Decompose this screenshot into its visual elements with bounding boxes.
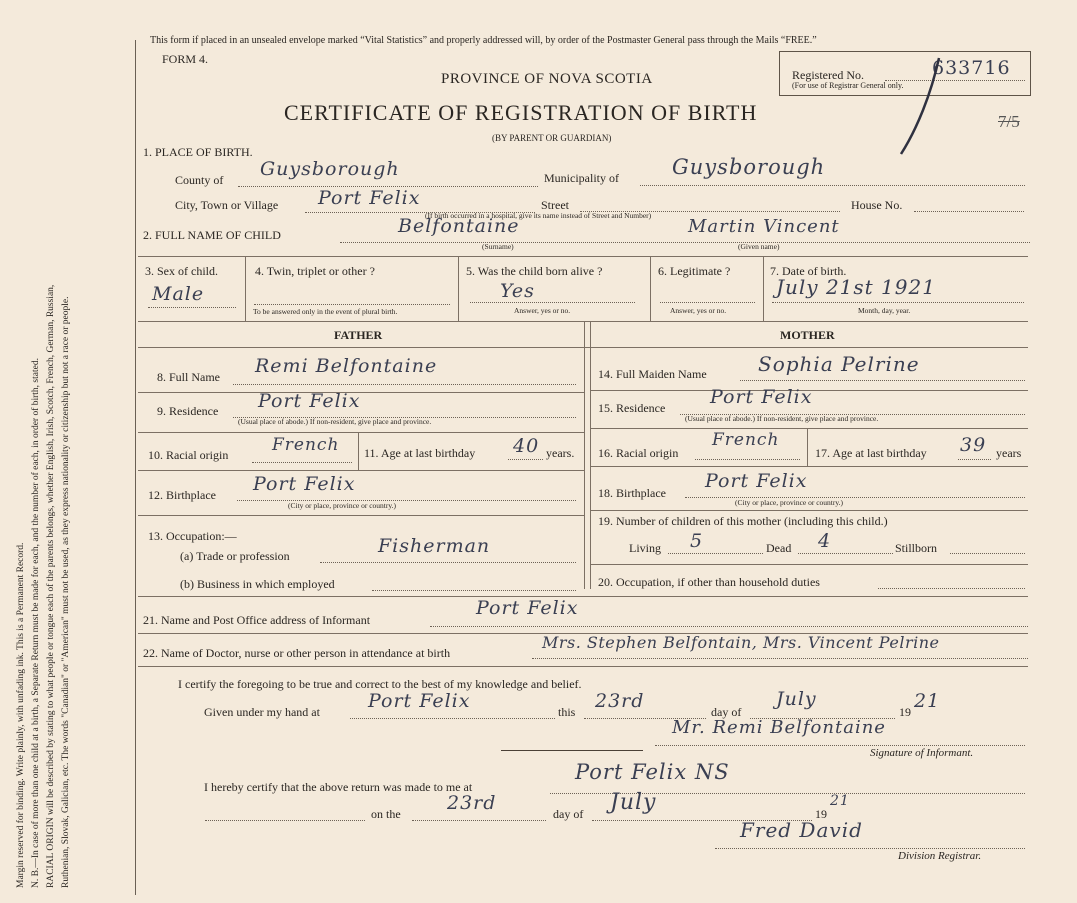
place-of-birth-label: 1. PLACE OF BIRTH.	[143, 145, 253, 159]
children-count-label: 19. Number of children of this mother (including this child.)	[598, 514, 888, 528]
mother-residence-note: (Usual place of abode.) If non-resident, give place and province.	[685, 414, 879, 423]
registrar-month-value: July	[610, 790, 657, 815]
mother-race-value: French	[712, 430, 780, 450]
registrar-pen-stroke	[895, 54, 955, 159]
mother-age-label: 17. Age at last birthday	[815, 446, 927, 460]
alive-value: Yes	[500, 280, 535, 302]
house-label: House No.	[851, 198, 903, 212]
registrar-signature: Fred David	[740, 818, 863, 842]
father-name-label: 8. Full Name	[157, 370, 220, 384]
surname-note: (Surname)	[482, 242, 514, 251]
certify-this-label: this	[558, 705, 576, 719]
informant-signature-label: Signature of Informant.	[870, 747, 974, 759]
mother-residence-label: 15. Residence	[598, 401, 666, 415]
mother-birthplace-note: (City or place, province or country.)	[735, 498, 844, 507]
registrar-statement: I hereby certify that the above return was made to me at	[204, 780, 473, 794]
dead-value: 4	[818, 530, 832, 552]
father-age-unit: years.	[546, 446, 575, 460]
birth-date-note: Month, day, year.	[858, 306, 911, 315]
margin-note-line: Margin reserved for binding. Write plainly, with unfading ink. This is a Permanent Record.	[16, 542, 26, 888]
mother-name-label: 14. Full Maiden Name	[598, 367, 707, 381]
living-label: Living	[629, 541, 661, 555]
stillborn-label: Stillborn	[895, 541, 938, 555]
alive-label: 5. Was the child born alive ?	[466, 264, 603, 278]
twin-note: To be answered only in the event of plural birth.	[253, 307, 398, 316]
birth-date-label: 7. Date of birth.	[770, 264, 847, 278]
municipality-value: Guysborough	[672, 155, 826, 179]
given-name-note: (Given name)	[738, 242, 780, 251]
mother-occupation-label: 20. Occupation, if other than household duties	[598, 575, 820, 589]
informant-signature: Mr. Remi Belfontaine	[672, 717, 886, 738]
father-age-value: 40	[513, 435, 540, 457]
dead-label: Dead	[766, 541, 792, 555]
margin-note-line: RACIAL ORIGIN will be described by stating to what people or tongue each of the parents belongs, whether English, Irish, Scotch, French, German, Russian,	[46, 284, 56, 888]
mother-header: MOTHER	[780, 328, 835, 342]
stray-mark: 7/5	[998, 112, 1020, 131]
mother-race-label: 16. Racial origin	[598, 446, 679, 460]
certify-year-prefix: 19	[899, 705, 911, 719]
child-given-value: Martin Vincent	[688, 216, 840, 237]
registrar-place-value: Port Felix NS	[575, 760, 730, 784]
father-occupation-label: 13. Occupation:—	[148, 529, 237, 543]
certify-day-value: 23rd	[595, 690, 645, 712]
sex-value: Male	[152, 283, 205, 305]
legitimate-label: 6. Legitimate ?	[658, 264, 731, 278]
attendant-value: Mrs. Stephen Belfontain, Mrs. Vincent Pelrine	[542, 633, 940, 652]
page-title: CERTIFICATE OF REGISTRATION OF BIRTH	[284, 100, 758, 125]
certify-statement: I certify the foregoing to be true and correct to the best of my knowledge and belief.	[178, 677, 582, 691]
margin-note-line: Ruthenian, Slovak, Galician, etc. The words "Canadian" or "American" must not be used, as they express nationality or citizenship but not a race or people.	[61, 296, 71, 888]
business-label: (b) Business in which employed	[180, 577, 335, 591]
mother-residence-value: Port Felix	[710, 386, 813, 408]
mother-birthplace-value: Port Felix	[705, 470, 808, 492]
father-birthplace-label: 12. Birthplace	[148, 488, 216, 502]
legitimate-note: Answer, yes or no.	[670, 306, 727, 315]
registered-no-value: 633716	[932, 57, 1011, 79]
twin-label: 4. Twin, triplet or other ?	[255, 264, 375, 278]
registrar-year-prefix: 19	[815, 807, 827, 821]
margin-note-line: N. B.—In case of more than one child at a birth, a Separate Return must be made for each, and the number of each, in order of birth, stated.	[31, 358, 41, 888]
province-title: PROVINCE OF NOVA SCOTIA	[441, 71, 653, 87]
registered-no-label: Registered No.	[792, 68, 864, 82]
trade-value: Fisherman	[378, 535, 491, 557]
registrar-year-value: 21	[830, 793, 850, 809]
certify-month-value: July	[776, 688, 817, 710]
city-value: Port Felix	[318, 187, 421, 209]
father-residence-value: Port Felix	[258, 390, 361, 412]
mother-name-value: Sophia Pelrine	[758, 352, 920, 376]
father-race-value: French	[272, 435, 340, 455]
margin-rule	[135, 40, 136, 895]
trade-label: (a) Trade or profession	[180, 549, 290, 563]
father-age-label: 11. Age at last birthday	[364, 446, 476, 460]
alive-note: Answer, yes or no.	[514, 306, 571, 315]
margin-instructions	[14, 13, 74, 888]
registrar-signature-label: Division Registrar.	[898, 850, 982, 862]
father-race-label: 10. Racial origin	[148, 448, 229, 462]
mother-age-value: 39	[960, 434, 987, 456]
county-value: Guysborough	[260, 158, 400, 180]
mailing-notice: This form if placed in an unsealed envelope marked “Vital Statistics” and properly addressed will, by order of the Postmaster General pass through the Mails “FREE.”	[150, 35, 817, 46]
mother-birthplace-label: 18. Birthplace	[598, 486, 666, 500]
mother-age-unit: years	[996, 446, 1022, 460]
father-header: FATHER	[334, 328, 383, 342]
county-label: County of	[175, 173, 224, 187]
certify-day-of-label: day of	[711, 705, 742, 719]
hospital-note: (If birth occurred in a hospital, give its name instead of Street and Number)	[425, 211, 652, 220]
registrar-day-of-label: day of	[553, 807, 584, 821]
attendant-label: 22. Name of Doctor, nurse or other person in attendance at birth	[143, 646, 451, 660]
child-name-label: 2. FULL NAME OF CHILD	[143, 228, 281, 242]
father-residence-label: 9. Residence	[157, 404, 219, 418]
page-subtitle: (BY PARENT OR GUARDIAN)	[492, 133, 612, 143]
informant-value: Port Felix	[476, 597, 579, 619]
street-label: Street	[541, 198, 569, 212]
certify-year-value: 21	[914, 690, 941, 712]
city-label: City, Town or Village	[175, 198, 279, 212]
father-birthplace-value: Port Felix	[253, 473, 356, 495]
birth-date-value: July 21st 1921	[776, 275, 936, 299]
registrar-on-the-label: on the	[371, 807, 401, 821]
registered-no-note: (For use of Registrar General only.	[792, 81, 904, 90]
registrar-day-value: 23rd	[447, 792, 497, 814]
father-name-value: Remi Belfontaine	[255, 355, 438, 377]
form-number: FORM 4.	[162, 52, 209, 66]
father-birthplace-note: (City or place, province or country.)	[288, 501, 397, 510]
child-surname-value: Belfontaine	[398, 215, 520, 237]
informant-label: 21. Name and Post Office address of Informant	[143, 613, 371, 627]
living-value: 5	[690, 530, 704, 552]
municipality-label: Municipality of	[544, 171, 619, 185]
father-residence-note: (Usual place of abode.) If non-resident, give place and province.	[238, 417, 432, 426]
sex-label: 3. Sex of child.	[145, 264, 218, 278]
rule	[501, 750, 643, 751]
given-at-label: Given under my hand at	[204, 705, 320, 719]
given-at-value: Port Felix	[368, 690, 471, 712]
